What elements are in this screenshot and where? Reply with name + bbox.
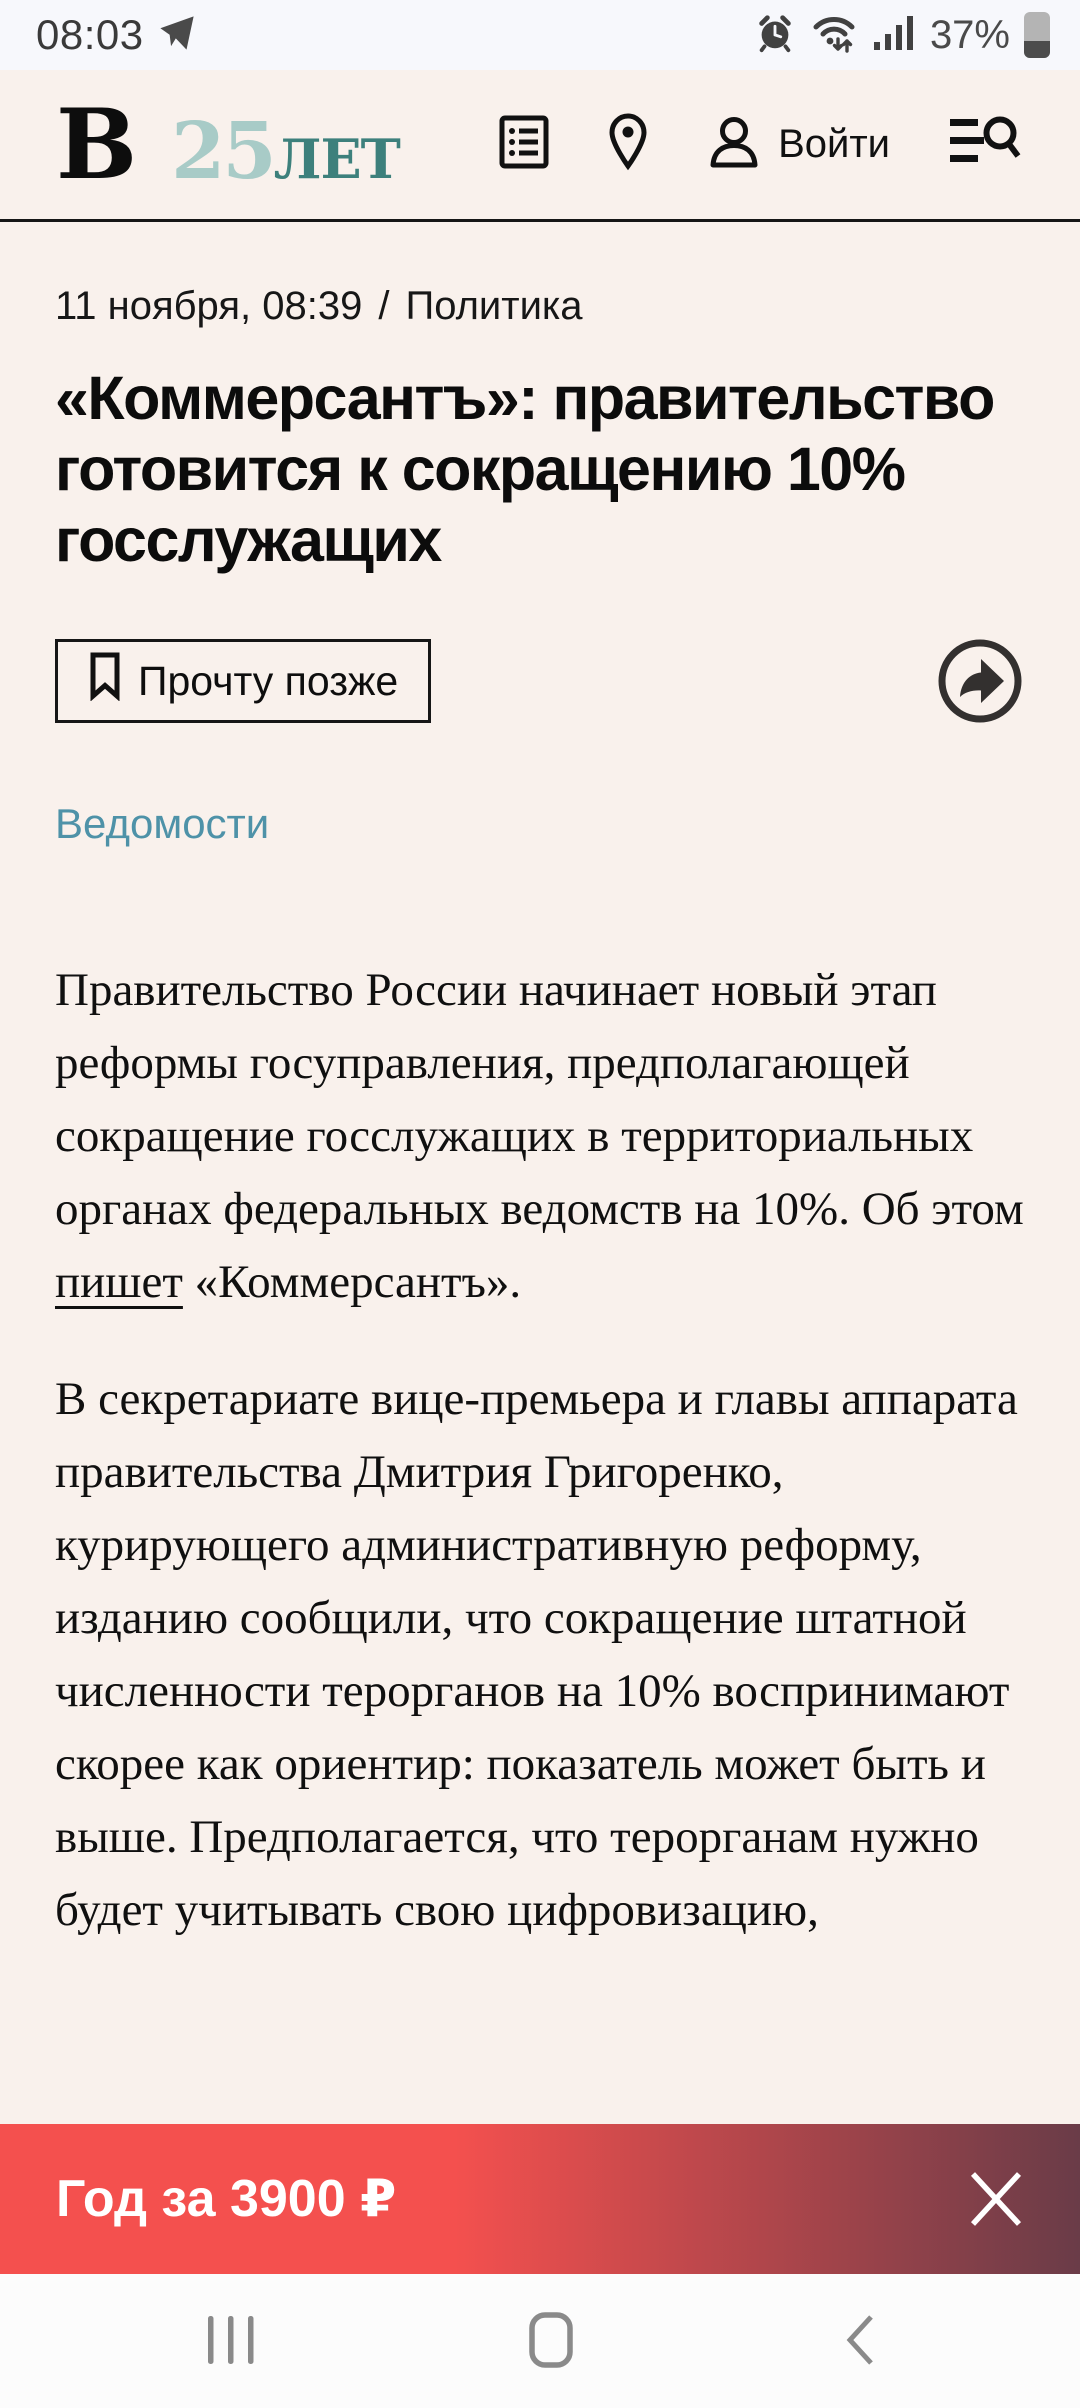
alarm-icon [754, 12, 796, 59]
breadcrumb [55, 284, 1025, 329]
location-pin-icon [608, 113, 648, 176]
paragraph-1 [55, 954, 1025, 1319]
paragraph-2 [55, 1363, 1025, 1947]
wifi-transfer-icon [810, 11, 858, 60]
publish-date: 11 ноября, 08:39 [55, 284, 363, 328]
status-bar [0, 0, 1080, 70]
menu-list-icon [498, 114, 550, 175]
site-header [0, 70, 1080, 222]
article-body [55, 954, 1025, 1947]
banner-close-button[interactable] [968, 2169, 1024, 2229]
read-later-button[interactable] [55, 639, 431, 723]
logo-letter: В [56, 87, 138, 201]
subscription-banner[interactable] [0, 2124, 1080, 2274]
bookmark-icon [88, 651, 122, 711]
pishet-link[interactable]: пишет [55, 1256, 183, 1308]
battery-percent-label: 37% [929, 12, 1010, 57]
home-button[interactable] [528, 2312, 574, 2371]
paragraph-1-text: Правительство России начинает новый этап реформы госуправления, предполагающей сокращение госслужащих в территориальных органах федеральных ведомств на 10%. Об этом [55, 964, 1024, 1235]
clock-time: 08:03 [36, 11, 144, 58]
back-button[interactable] [845, 2314, 875, 2369]
telegram-send-icon [158, 14, 196, 57]
article-page [0, 284, 1080, 1947]
source-link[interactable]: Ведомости [55, 800, 270, 847]
breadcrumb-separator: / [378, 284, 390, 328]
login-label: Войти [778, 122, 890, 166]
android-nav-bar [0, 2274, 1080, 2408]
login-button[interactable] [706, 114, 890, 175]
recent-apps-button[interactable] [205, 2315, 257, 2368]
paragraph-2-text: В секретариате вице-премьера и главы аппарата правительства Дмитрия Григоренко, курирующего административную реформу, изданию сообщили, что сокращение штатной численности терорганов на 10% воспринимают скорее как ориентир: показатель может быть и выше. Предполагается, что терорганам нужно будет учитывать свою цифровизацию, [55, 1373, 1018, 1936]
anniversary-let: ЛЕТ [273, 126, 400, 191]
share-button[interactable] [935, 636, 1025, 726]
sections-menu-button[interactable] [498, 114, 550, 175]
subscription-offer-label: Год за 3900 ₽ [56, 2170, 397, 2228]
article-title: «Коммерсантъ»: правительство готовится к сокращению 10% госслужащих [55, 364, 994, 574]
vedomosti-logo[interactable] [56, 87, 400, 201]
search-icon [948, 113, 1022, 176]
category-link[interactable]: Политика [405, 284, 583, 328]
search-button[interactable] [948, 113, 1022, 176]
battery-icon [1024, 12, 1050, 58]
signal-bars-icon [872, 12, 916, 59]
paragraph-1-tail: «Коммерсантъ». [182, 1256, 522, 1308]
anniversary-25: 25 [171, 105, 274, 197]
geo-location-button[interactable] [608, 113, 648, 176]
profile-icon [706, 114, 762, 175]
read-later-label: Прочту позже [138, 657, 399, 704]
